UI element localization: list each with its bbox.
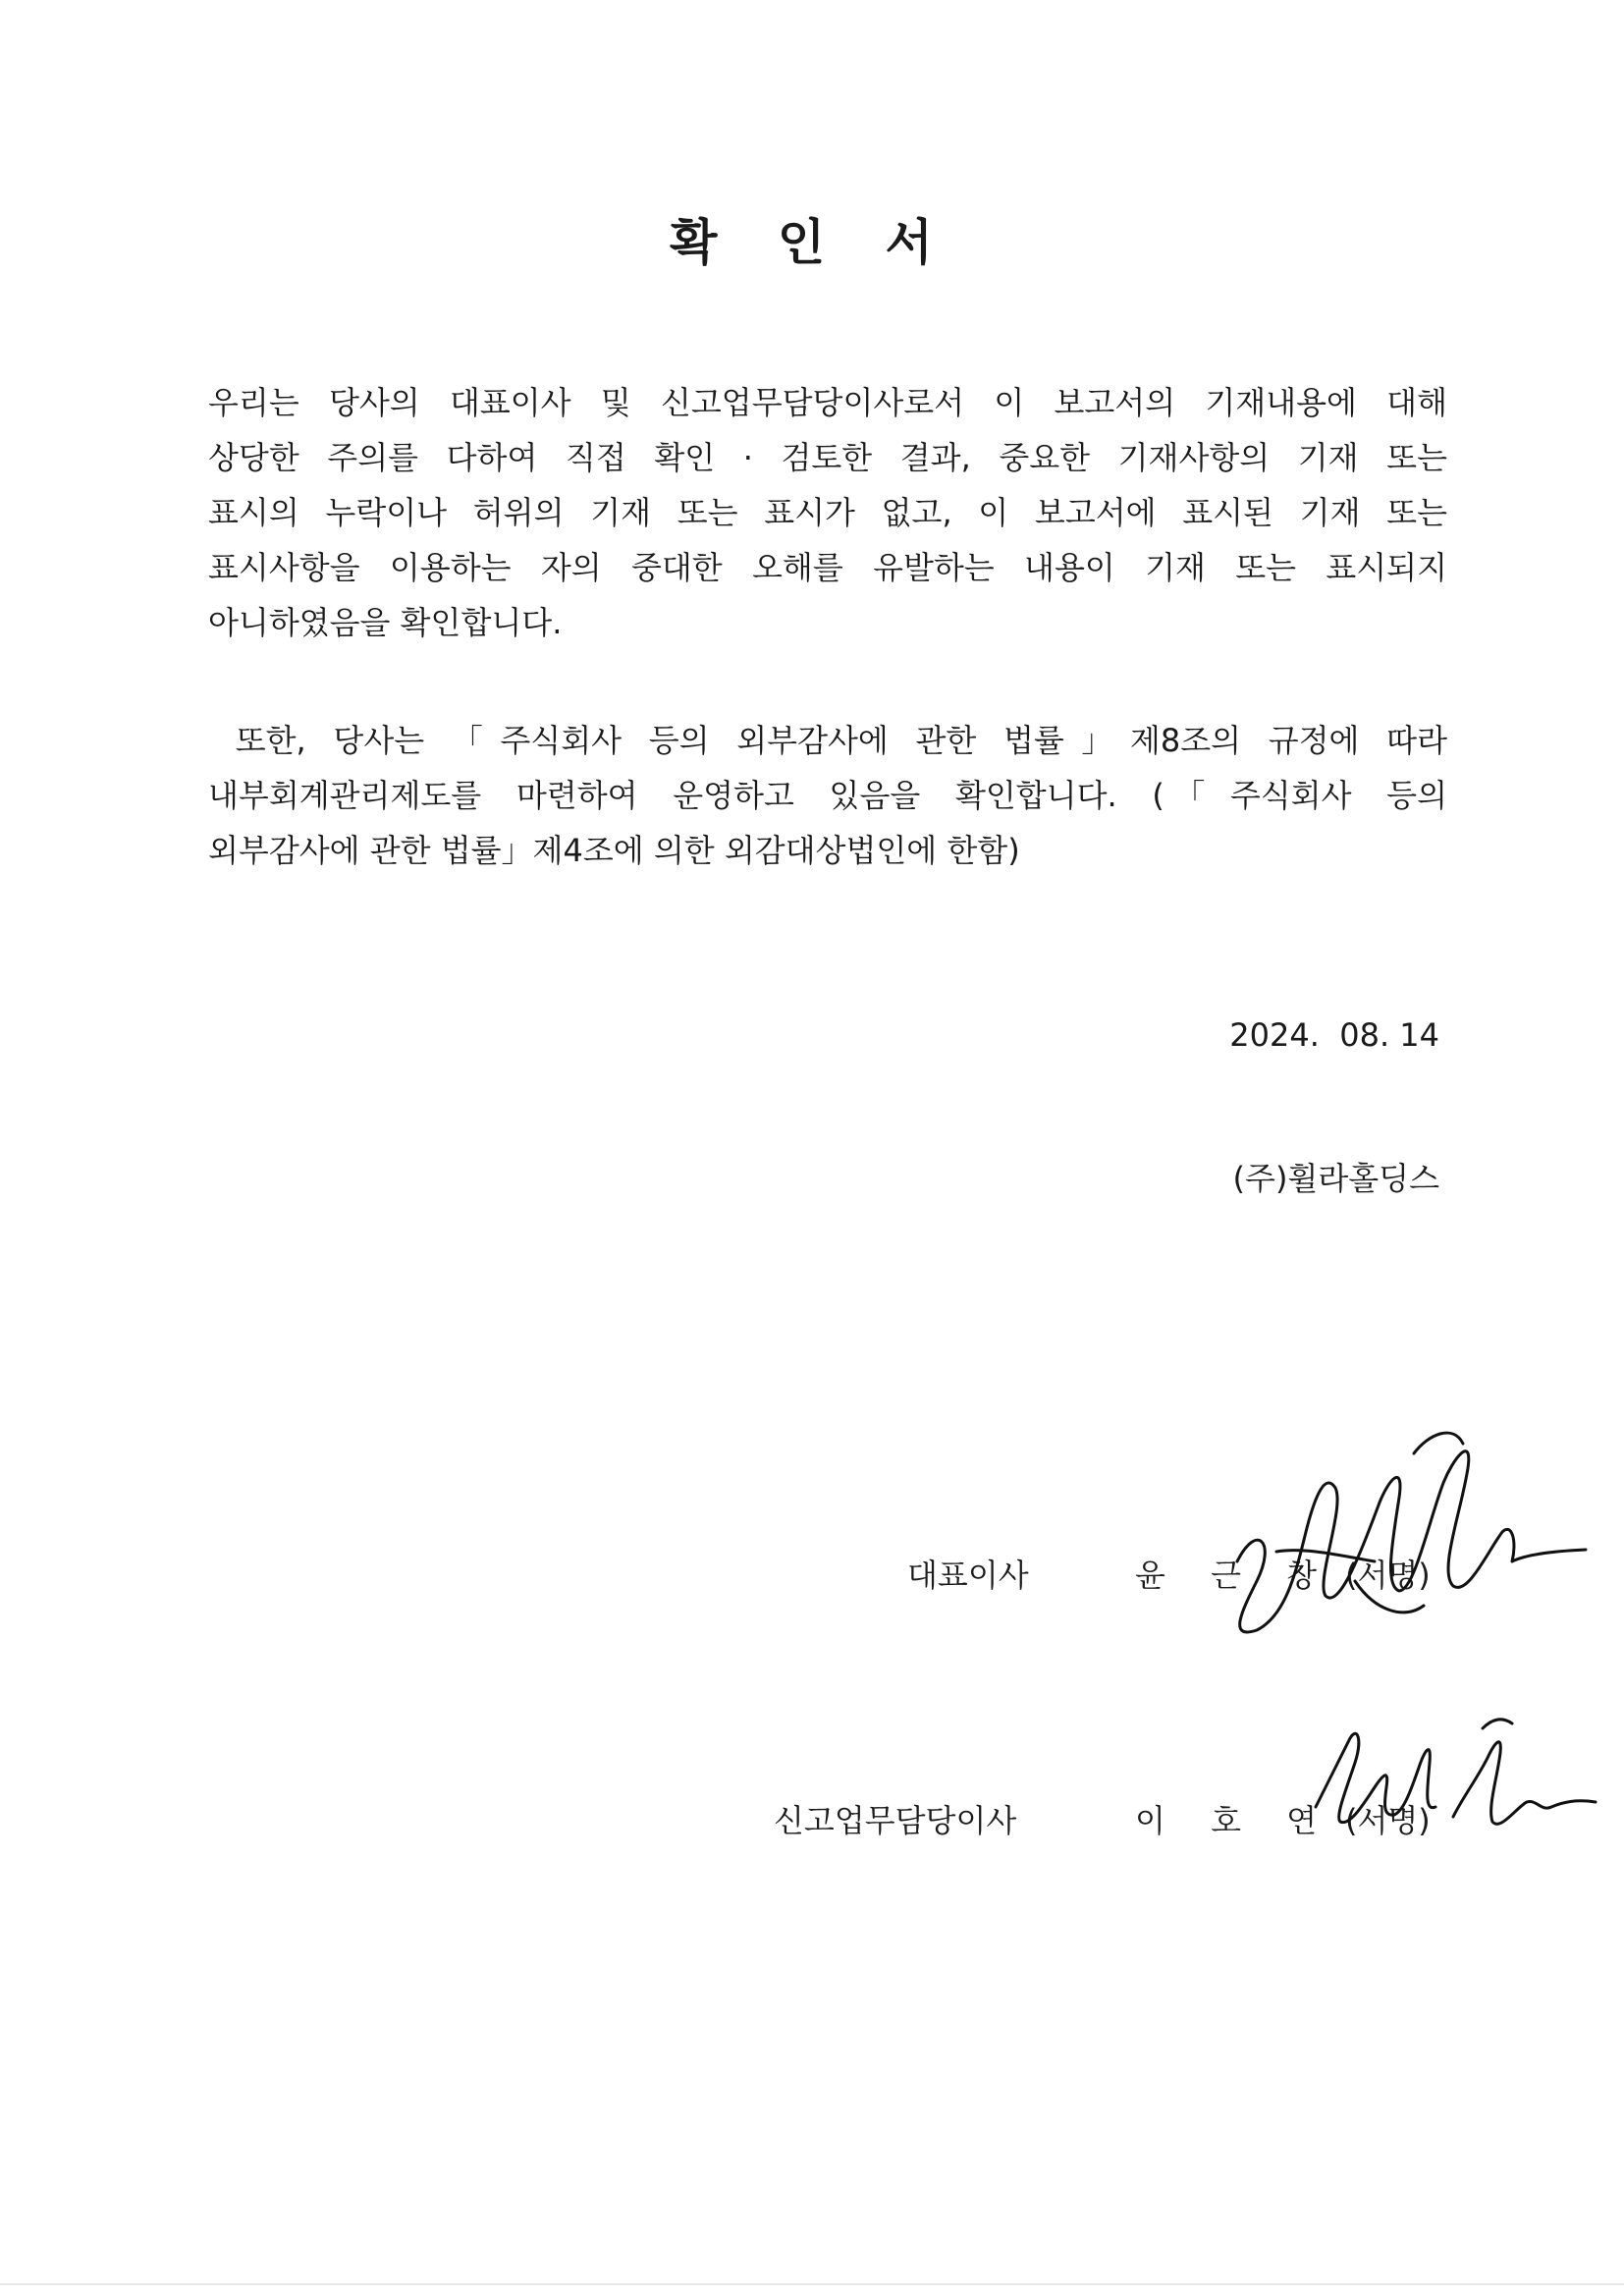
paragraph-line: 표시사항을 이용하는 자의 중대한 오해를 유발하는 내용이 기재 또는 표시되지 <box>208 549 1447 586</box>
ceo-name: 윤 근 창 <box>1135 1557 1335 1594</box>
paragraph-line: 내부회계관리제도를 마련하여 운영하고 있음을 확인합니다. (「주식회사 등의 <box>208 777 1447 814</box>
paragraph-line: 아니하였음을 확인합니다. <box>208 604 563 641</box>
ceo-role-label: 대표이사 <box>907 1557 1029 1594</box>
ceo-handwritten-signature <box>1218 1414 1591 1669</box>
reporting-director-handwritten-signature <box>1306 1709 1600 1866</box>
bottom-divider <box>0 2283 1624 2285</box>
company-name: (주)휠라홀딩스 <box>1232 1160 1439 1197</box>
reporting-director-signature-label: (서명) <box>1345 1802 1431 1839</box>
reporting-director-name: 이 호 연 <box>1135 1802 1335 1839</box>
ceo-signature-label: (서명) <box>1345 1557 1431 1594</box>
paragraph-line: 또한, 당사는 「주식회사 등의 외부감사에 관한 법률」제8조의 규정에 따라 <box>208 722 1447 759</box>
paragraph-line: 우리는 당사의 대표이사 및 신고업무담당이사로서 이 보고서의 기재내용에 대해 <box>208 384 1447 421</box>
document-date: 2024. 08. 14 <box>1229 1016 1439 1054</box>
document-title: 확 인 서 <box>670 214 954 271</box>
paragraph-line: 상당한 주의를 다하여 직접 확인 · 검토한 결과, 중요한 기재사항의 기재 또는 <box>208 439 1447 476</box>
paragraph-line: 외부감사에 관한 법률」제4조에 의한 외감대상법인에 한함) <box>208 832 1020 869</box>
paragraph-line: 표시의 누락이나 허위의 기재 또는 표시가 없고, 이 보고서에 표시된 기재 또는 <box>208 494 1447 531</box>
internal-control-paragraph <box>208 713 1447 878</box>
reporting-director-role-label: 신고업무담당이사 <box>774 1802 1017 1839</box>
confirmation-paragraph <box>208 375 1447 650</box>
